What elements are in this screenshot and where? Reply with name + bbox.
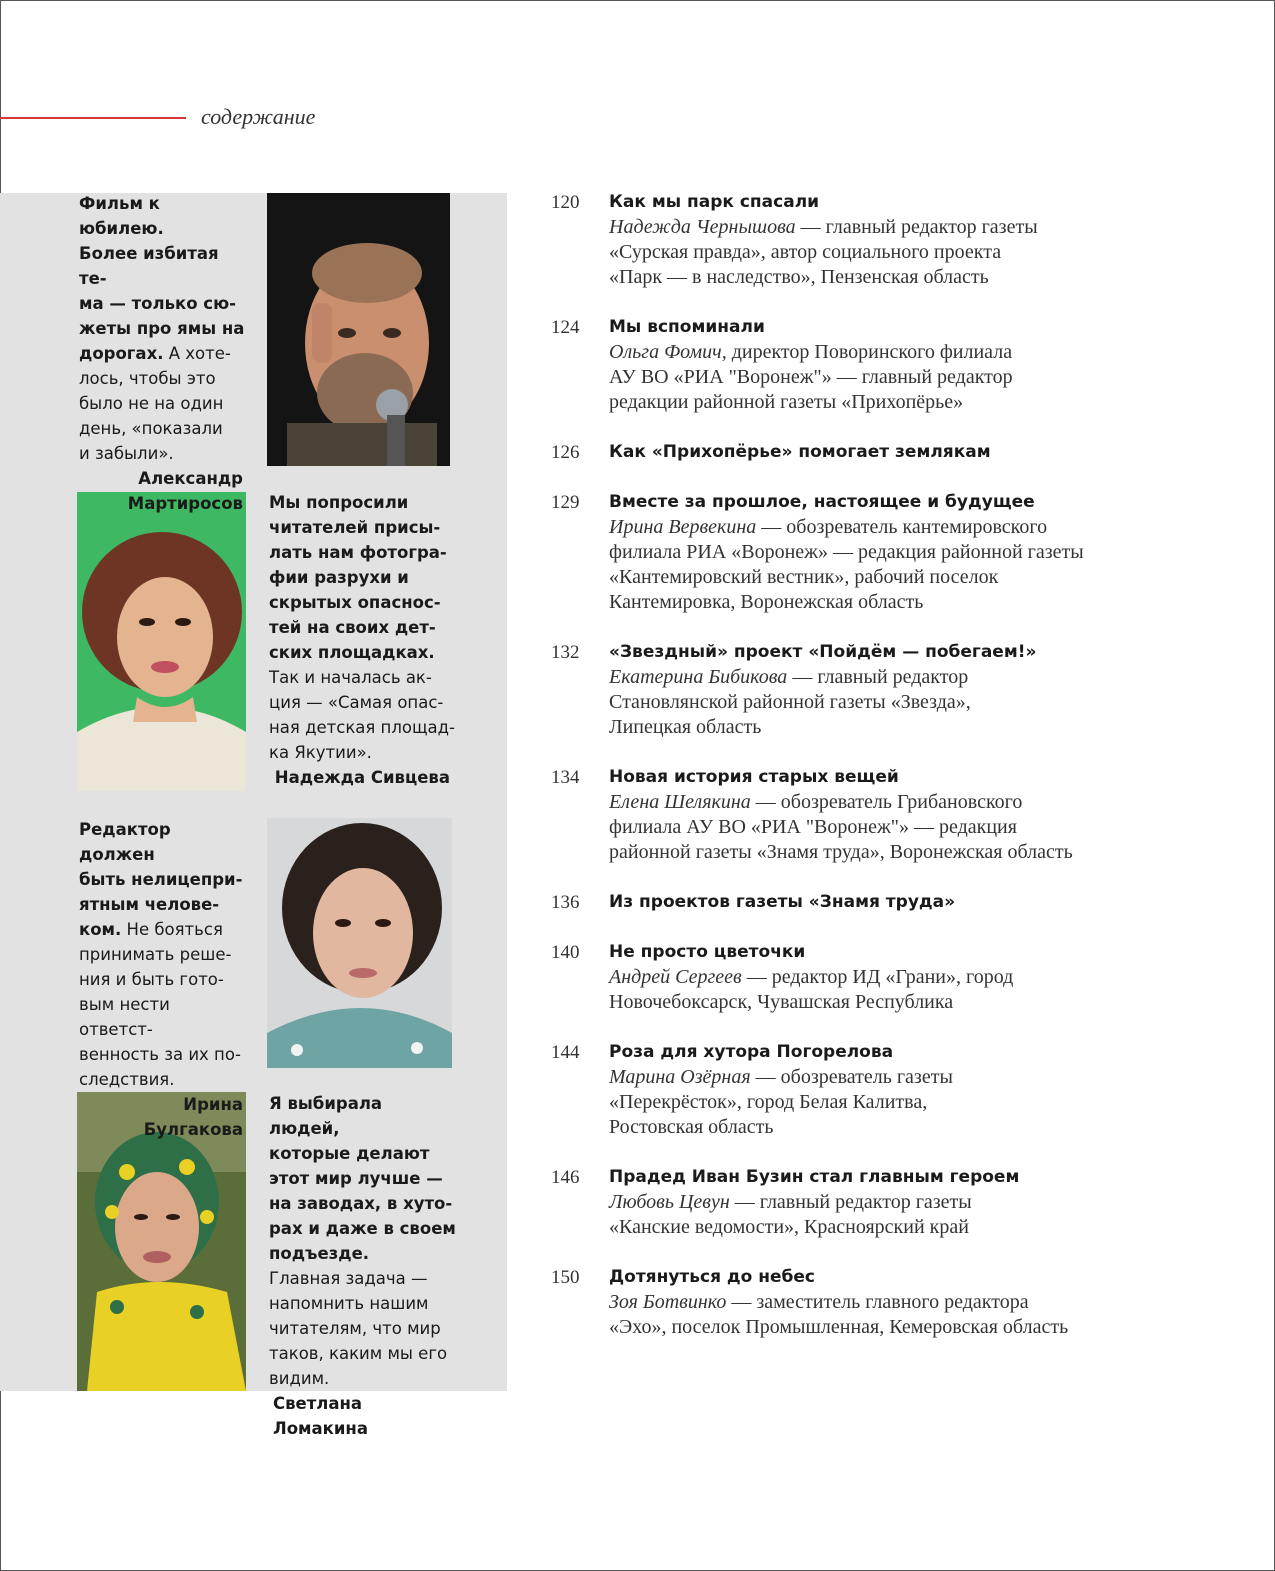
toc-desc-line: — обозреватель Грибановского <box>750 791 1023 813</box>
section-title: содержание <box>201 104 316 129</box>
quote-line: читателей присы- <box>269 518 441 537</box>
toc-description <box>609 1190 1209 1240</box>
toc-page-number: 132 <box>551 642 580 663</box>
toc-desc-line: «Канские ведомости», Красноярский край <box>609 1216 969 1238</box>
toc-title: Роза для хутора Погорелова <box>609 1042 894 1062</box>
quote-line: видим. <box>269 1369 330 1388</box>
toc-title: Из проектов газеты «Знамя труда» <box>609 892 956 912</box>
quote-line: читателям, что мир <box>269 1319 441 1338</box>
quote-2 <box>269 490 457 790</box>
portrait-woman-green-background-icon <box>77 492 246 791</box>
toc-page-number: 126 <box>551 442 580 463</box>
toc-desc-line: АУ ВО «РИА "Воронеж"» — главный редактор <box>609 366 1013 388</box>
quote-line: Редактор должен <box>79 820 171 864</box>
toc-desc-line: директор Поворинского филиала <box>726 341 1013 363</box>
toc-desc-line: Новочебоксарск, Чувашская Республика <box>609 991 954 1013</box>
quote-line: ма — только сю- <box>79 294 236 313</box>
toc-page-number: 124 <box>551 317 580 338</box>
quote-line: ятным челове- <box>79 895 220 914</box>
toc-author: Зоя Ботвинко <box>609 1291 727 1313</box>
toc-desc-line: «Сурская правда», автор социального проекта <box>609 241 1002 263</box>
quote-line: подъезде. <box>269 1244 370 1263</box>
toc-author: Екатерина Бибикова <box>609 666 788 688</box>
quote-line: жеты про ямы на <box>79 319 245 338</box>
toc-description <box>609 340 1209 415</box>
toc-desc-line: — главный редактор газеты <box>729 1191 972 1213</box>
quote-line: рах и даже в своем <box>269 1219 456 1238</box>
quote-line: Я выбирала людей, <box>269 1094 383 1138</box>
toc-description <box>609 215 1209 290</box>
toc-desc-line: районной газеты «Знамя труда», Воронежская область <box>609 841 1073 863</box>
toc-description <box>609 790 1209 865</box>
toc-title: Не просто цветочки <box>609 942 806 962</box>
toc-desc-line: «Парк — в наследство», Пензенская область <box>609 266 989 288</box>
quote-line: день, «показали <box>79 419 223 438</box>
quote-line: ка Якутии». <box>269 743 372 762</box>
quote-line: Главная задача — <box>269 1269 428 1288</box>
quote-1 <box>79 191 247 516</box>
toc-author: Андрей Сергеев <box>609 966 742 988</box>
toc-page-number: 146 <box>551 1167 580 1188</box>
quote-line: было не на один <box>79 394 224 413</box>
toc-author: Надежда Чернышова <box>609 216 796 238</box>
quote-line: Так и началась ак- <box>269 668 432 687</box>
header-rule <box>0 117 186 119</box>
toc-desc-line: редакции районной газеты «Прихопёрье» <box>609 391 964 413</box>
quote-line: на заводах, в хуто- <box>269 1194 453 1213</box>
quote-author: Мартиросов <box>127 494 243 513</box>
toc-desc-line: филиала РИА «Воронеж» — редакция районной газеты <box>609 541 1084 563</box>
portrait-man-microphone-icon <box>267 193 450 466</box>
quote-line: А хоте- <box>163 344 231 363</box>
quote-4 <box>269 1091 457 1441</box>
toc-page-number: 136 <box>551 892 580 913</box>
toc-title: Мы вспоминали <box>609 317 765 337</box>
toc-page-number: 150 <box>551 1267 580 1288</box>
toc-author: Марина Озёрная <box>609 1066 751 1088</box>
quote-line: дорогах. <box>79 344 164 363</box>
toc-desc-line: Липецкая область <box>609 716 762 738</box>
quote-line: ная детская площад- <box>269 718 456 737</box>
quote-line: быть нелицепри- <box>79 870 243 889</box>
toc-desc-line: — заместитель главного редактора <box>726 1291 1029 1313</box>
quote-author: Ирина Булгакова <box>143 1095 243 1139</box>
quote-line: следствия. <box>79 1070 175 1089</box>
toc-author: Ольга Фомич, <box>609 341 727 363</box>
toc-title: Вместе за прошлое, настоящее и будущее <box>609 492 1035 512</box>
toc-title: Новая история старых вещей <box>609 767 899 787</box>
toc-desc-line: — главный редактор газеты <box>795 216 1038 238</box>
toc-page-number: 144 <box>551 1042 580 1063</box>
quote-line: скрытых опаснос- <box>269 593 441 612</box>
quote-line: ния и быть гото- <box>79 970 224 989</box>
toc-title: Прадед Иван Бузин стал главным героем <box>609 1167 1020 1187</box>
toc-desc-line: — главный редактор <box>787 666 969 688</box>
quote-author: Надежда Сивцева <box>274 768 450 787</box>
toc-desc-line: — обозреватель кантемировского <box>756 516 1048 538</box>
toc-desc-line: «Перекрёсток», город Белая Калитва, <box>609 1091 928 1113</box>
quote-line: фии разрухи и <box>269 568 409 587</box>
toc-author: Ирина Вервекина <box>609 516 757 538</box>
quote-3 <box>79 817 247 1142</box>
toc-desc-line: филиала АУ ВО «РИА "Воронеж"» — редакция <box>609 816 1017 838</box>
toc-desc-line: — редактор ИД «Грани», город <box>741 966 1014 988</box>
toc-author: Любовь Цевун <box>609 1191 730 1213</box>
quote-line: вым нести ответст- <box>79 995 170 1039</box>
toc-desc-line: Кантемировка, Воронежская область <box>609 591 924 613</box>
quote-line: ком. <box>79 920 122 939</box>
toc-title: «Звездный» проект «Пойдём — побегаем!» <box>609 642 1037 662</box>
quote-line: тей на своих дет- <box>269 618 436 637</box>
quote-author: Светлана Ломакина <box>273 1394 368 1438</box>
quote-line: Более избитая те- <box>79 244 219 288</box>
portrait-woman-dark-hair-icon <box>267 818 452 1068</box>
quote-line: напомнить нашим <box>269 1294 429 1313</box>
toc-page-number: 134 <box>551 767 580 788</box>
toc-title: Дотянуться до небес <box>609 1267 816 1287</box>
toc-title: Как «Прихопёрье» помогает землякам <box>609 442 991 462</box>
toc-description <box>609 1290 1209 1340</box>
toc-title: Как мы парк спасали <box>609 192 820 212</box>
toc-desc-line: Становлянской районной газеты «Звезда», <box>609 691 971 713</box>
toc-description <box>609 1065 1209 1140</box>
toc-page-number: 140 <box>551 942 580 963</box>
toc-desc-line: — обозреватель газеты <box>750 1066 953 1088</box>
quote-line: принимать реше- <box>79 945 232 964</box>
quote-line: которые делают <box>269 1144 430 1163</box>
quote-line: этот мир лучше — <box>269 1169 443 1188</box>
quote-line: Мы попросили <box>269 493 409 512</box>
toc-description <box>609 665 1209 740</box>
quote-line: ских площадках. <box>269 643 435 662</box>
quote-line: лось, чтобы это <box>79 369 216 388</box>
quote-line: Не бояться <box>121 920 223 939</box>
toc-description <box>609 965 1209 1015</box>
quote-line: таков, каким мы его <box>269 1344 448 1363</box>
quote-line: венность за их по- <box>79 1045 241 1064</box>
toc-desc-line: «Кантемировский вестник», рабочий поселок <box>609 566 999 588</box>
toc-author: Елена Шелякина <box>609 791 751 813</box>
toc-page-number: 120 <box>551 192 580 213</box>
toc-page-number: 129 <box>551 492 580 513</box>
toc-desc-line: Ростовская область <box>609 1116 774 1138</box>
quote-author: Александр <box>138 469 243 488</box>
toc-desc-line: «Эхо», поселок Промышленная, Кемеровская область <box>609 1316 1069 1338</box>
toc-description <box>609 515 1209 615</box>
quote-line: Фильм к юбилею. <box>79 194 164 238</box>
quote-line: ция — «Самая опас- <box>269 693 444 712</box>
quote-line: лать нам фотогра- <box>269 543 447 562</box>
quote-line: и забыли». <box>79 444 174 463</box>
